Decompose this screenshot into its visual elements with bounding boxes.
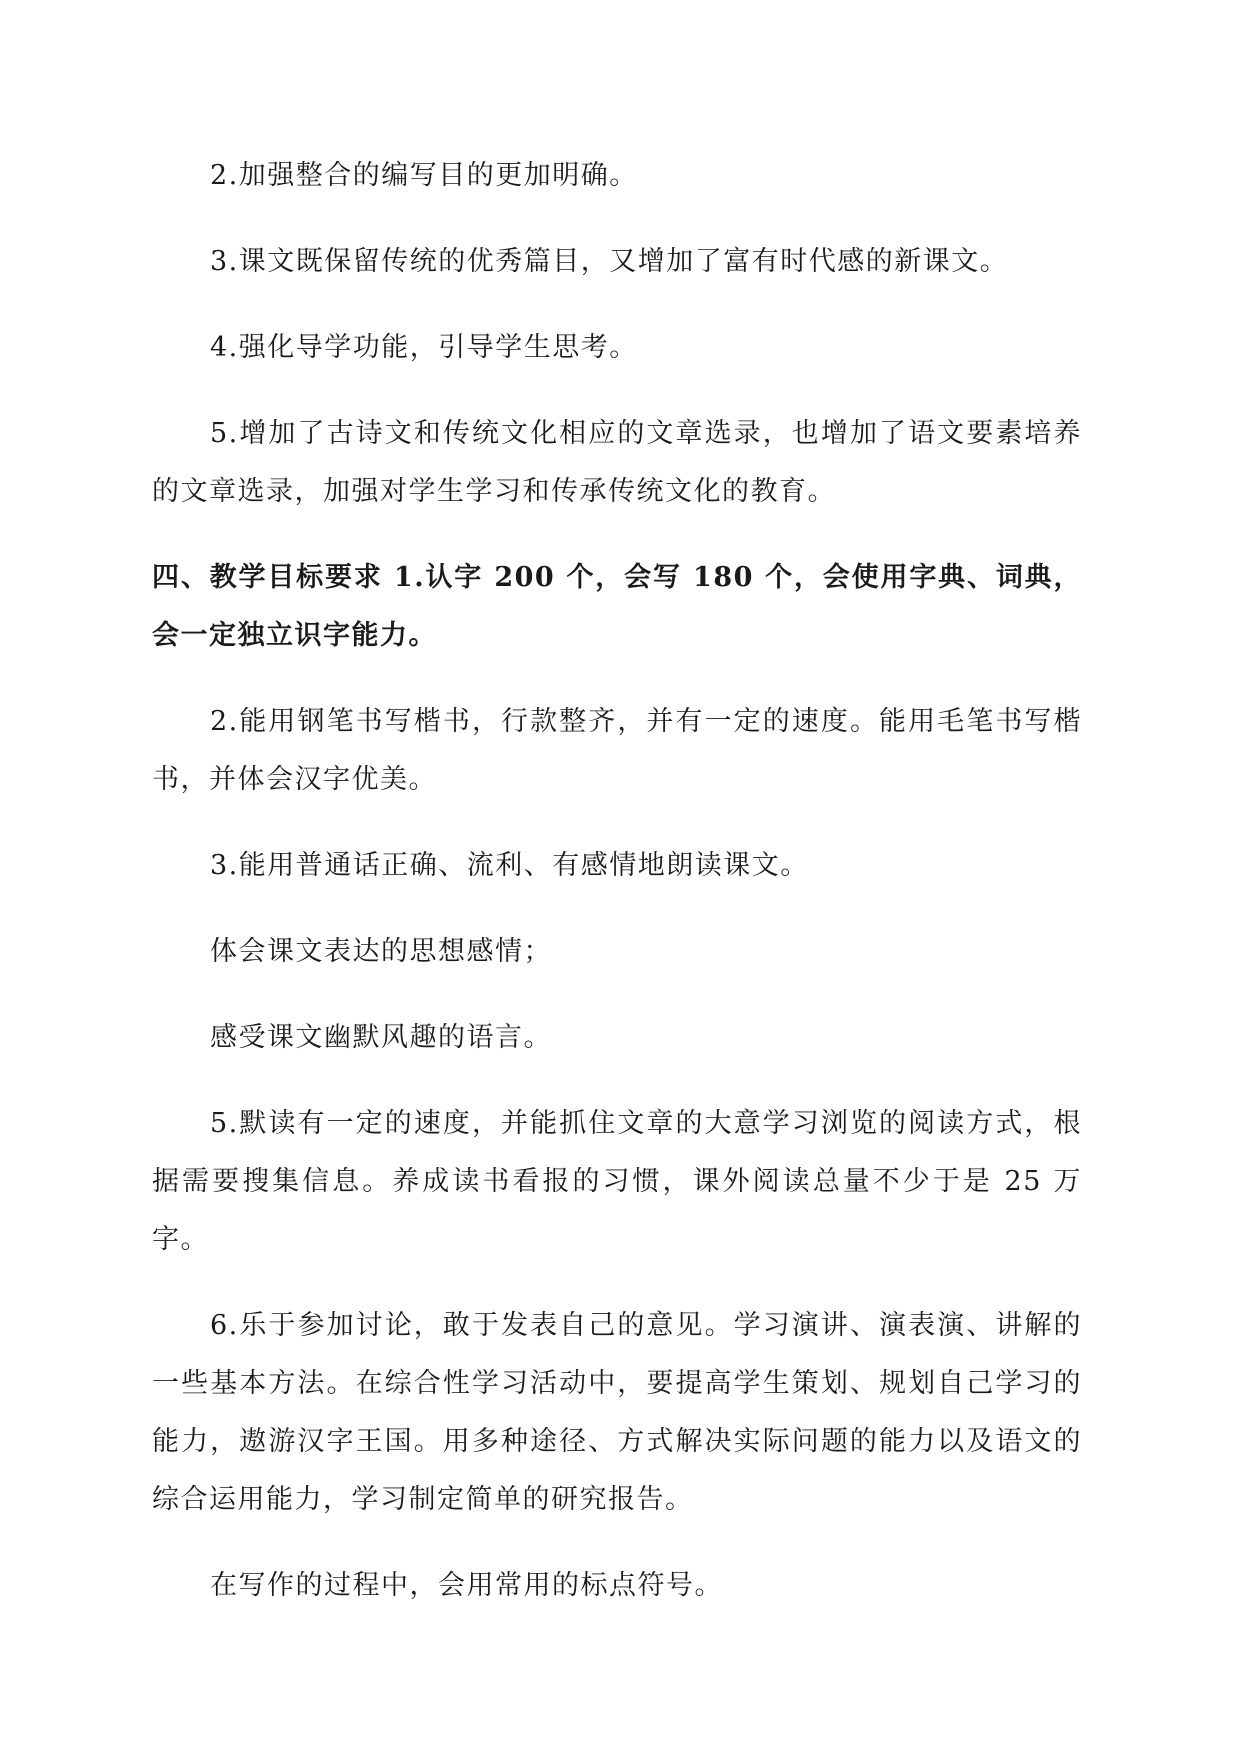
paragraph-goal-5: 5.默读有一定的速度，并能抓住文章的大意学习浏览的阅读方式，根据需要搜集信息。养成读书看报的习惯，课外阅读总量不少于是 25 万字。 [152,1108,1082,1255]
paragraph-punctuation: 在写作的过程中，会用常用的标点符号。 [210,1570,723,1601]
paragraph-goal-6: 6.乐于参加讨论，敢于发表自己的意见。学习演讲、演表演、讲解的一些基本方法。在综合性学习活动中，要提高学生策划、规划自己学习的能力，遨游汉字王国。用多种途径、方式解决实际问题的能力以及语文的综合运用能力，学习制定简单的研究报告。 [152,1310,1082,1515]
paragraph-goal-3: 3.能用普通话正确、流利、有感情地朗读课文。 [210,850,809,881]
paragraph-item-4: 4.强化导学功能，引导学生思考。 [210,332,638,363]
paragraph-item-3: 3.课文既保留传统的优秀篇目，又增加了富有时代感的新课文。 [210,246,1009,277]
paragraph-item-5: 5.增加了古诗文和传统文化相应的文章选录，也增加了语文要素培养的文章选录，加强对学生学习和传承传统文化的教育。 [152,418,1082,507]
paragraph-item-2: 2.加强整合的编写目的更加明确。 [210,160,638,191]
paragraph-feel-language: 感受课文幽默风趣的语言。 [210,1022,552,1053]
section-heading-teaching-goals: 四、教学目标要求 1.认字 200 个，会写 180 个，会使用字典、词典，会一定独立识字能力。 [152,562,1082,651]
document-body [152,147,1082,1615]
paragraph-feel-emotion: 体会课文表达的思想感情； [210,936,552,967]
paragraph-goal-2: 2.能用钢笔书写楷书，行款整齐，并有一定的速度。能用毛笔书写楷书，并体会汉字优美。 [152,706,1082,795]
